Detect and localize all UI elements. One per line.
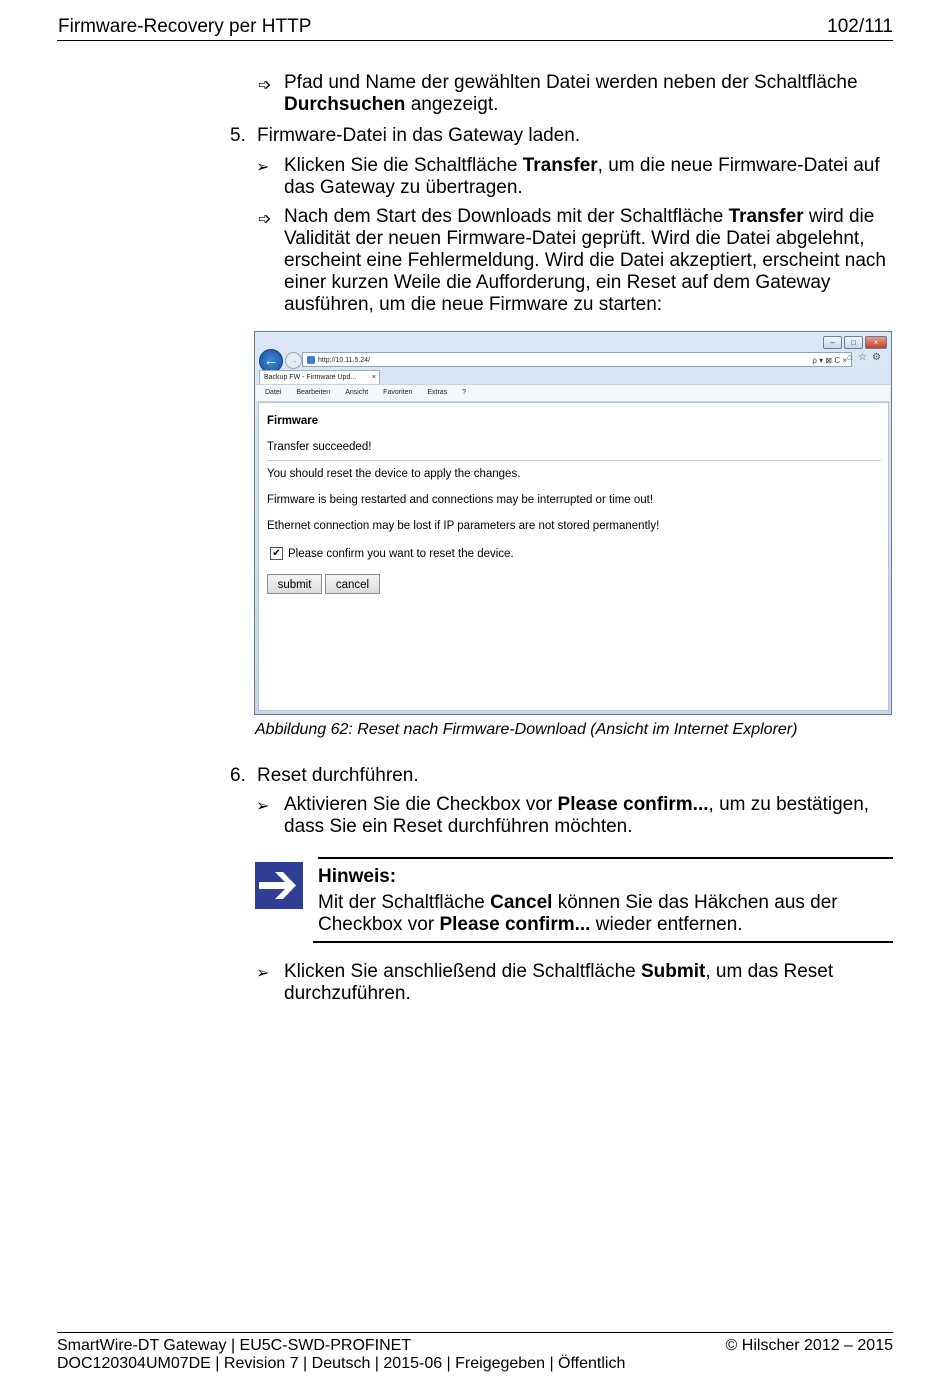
page-content — [258, 402, 889, 711]
action-paragraph: Klicken Sie anschließend die Schaltfläche Submit, um das Reset durchzuführen. — [284, 961, 834, 1004]
address-tools[interactable]: ρ ▾ ⊠ C × — [812, 356, 847, 365]
menu-item-ansicht[interactable]: Ansicht — [345, 389, 369, 396]
minimize-icon[interactable]: – — [823, 336, 842, 349]
divider — [267, 460, 881, 461]
browser-screenshot — [254, 331, 892, 715]
page-header — [57, 14, 893, 41]
page-icon — [307, 356, 315, 364]
step-number: 5. — [230, 125, 246, 146]
menu-bar — [256, 384, 890, 402]
action-arrow-icon: ➢ — [256, 798, 270, 815]
step-number: 6. — [230, 765, 246, 786]
firmware-heading: Firmware — [267, 415, 319, 427]
tab-close-icon[interactable]: × — [371, 374, 376, 381]
checkbox-label: Please confirm you want to reset the device. — [288, 548, 514, 560]
browser-tab[interactable]: Backup FW - Firmware Upd... × — [259, 370, 380, 384]
page-number: 102/111 — [827, 16, 893, 37]
menu-item-extras[interactable]: Extras — [427, 389, 448, 396]
note-arrow-icon — [255, 862, 303, 909]
info-line: Ethernet connection may be lost if IP parameters are not stored permanently! — [267, 520, 660, 532]
footer-document: DOC120304UM07DE | Revision 7 | Deutsch | 2015-06 | Freigegeben | Öffentlich — [57, 1355, 626, 1372]
back-arrow-icon[interactable]: ← — [259, 349, 283, 373]
menu-item-favoriten[interactable]: Favoriten — [383, 389, 413, 396]
footer-product: SmartWire-DT Gateway | EU5C-SWD-PROFINET — [57, 1337, 412, 1354]
action-paragraph: Aktivieren Sie die Checkbox vor Please confirm..., um zu bestätigen, dass Sie ein Reset durchführen möchten. — [284, 794, 870, 837]
info-line: You should reset the device to apply the changes. — [267, 468, 521, 480]
address-bar[interactable]: http://10.11.5.24/ ρ ▾ ⊠ C × — [302, 352, 852, 367]
note-divider — [313, 941, 893, 943]
step-text: Firmware-Datei in das Gateway laden. — [257, 125, 581, 146]
transfer-status: Transfer succeeded! — [267, 441, 372, 453]
submit-button[interactable]: submit — [267, 574, 322, 594]
cancel-button[interactable]: cancel — [325, 574, 380, 594]
info-line: Firmware is being restarted and connections may be interrupted or time out! — [267, 494, 654, 506]
note-text: Mit der Schaltfläche Cancel können Sie das Häkchen aus der Checkbox vor Please confirm... wieder entfernen. — [318, 892, 838, 935]
menu-item-bearbeiten[interactable]: Bearbeiten — [296, 389, 331, 396]
note-title: Hinweis: — [318, 866, 397, 887]
note-divider — [318, 857, 893, 859]
window-controls — [823, 336, 887, 349]
result-paragraph: Nach dem Start des Downloads mit der Schaltfläche Transfer wird die Validität der neuen Firmware-Datei geprüft. Wird die Datei abgelehnt, erscheint eine Fehlermeldung. Wird die Datei akzeptiert, erscheint nach einer kurzen Weile die Aufforderung, ein Reset auf dem Gateway ausführen, um die neue Firmware zu starten: — [284, 206, 886, 315]
step-text: Reset durchführen. — [257, 765, 419, 786]
menu-item-datei[interactable]: Datei — [265, 389, 282, 396]
footer-divider — [57, 1332, 893, 1333]
header-title: Firmware-Recovery per HTTP — [58, 16, 312, 37]
close-icon[interactable]: × — [865, 336, 887, 349]
menu-item-help[interactable]: ? — [462, 389, 467, 396]
action-arrow-icon: ➢ — [256, 965, 270, 982]
footer-copyright: © Hilscher 2012 – 2015 — [725, 1337, 893, 1354]
home-favorites-settings-icons[interactable]: ⌂☆⚙ — [847, 352, 886, 363]
action-paragraph: Klicken Sie die Schaltfläche Transfer, um die neue Firmware-Datei auf das Gateway zu übertragen. — [284, 155, 880, 198]
forward-arrow-icon[interactable]: → — [285, 352, 302, 369]
figure-caption: Abbildung 62: Reset nach Firmware-Download (Ansicht im Internet Explorer) — [255, 721, 798, 738]
result-paragraph: Pfad und Name der gewählten Datei werden neben der Schaltfläche Durchsuchen angezeigt. — [284, 72, 858, 115]
maximize-icon[interactable]: □ — [844, 336, 863, 349]
result-arrow-icon: ➩ — [258, 211, 272, 228]
confirm-checkbox[interactable]: ✔ — [270, 547, 283, 560]
action-arrow-icon: ➢ — [256, 159, 270, 176]
result-arrow-icon: ➩ — [258, 77, 272, 94]
